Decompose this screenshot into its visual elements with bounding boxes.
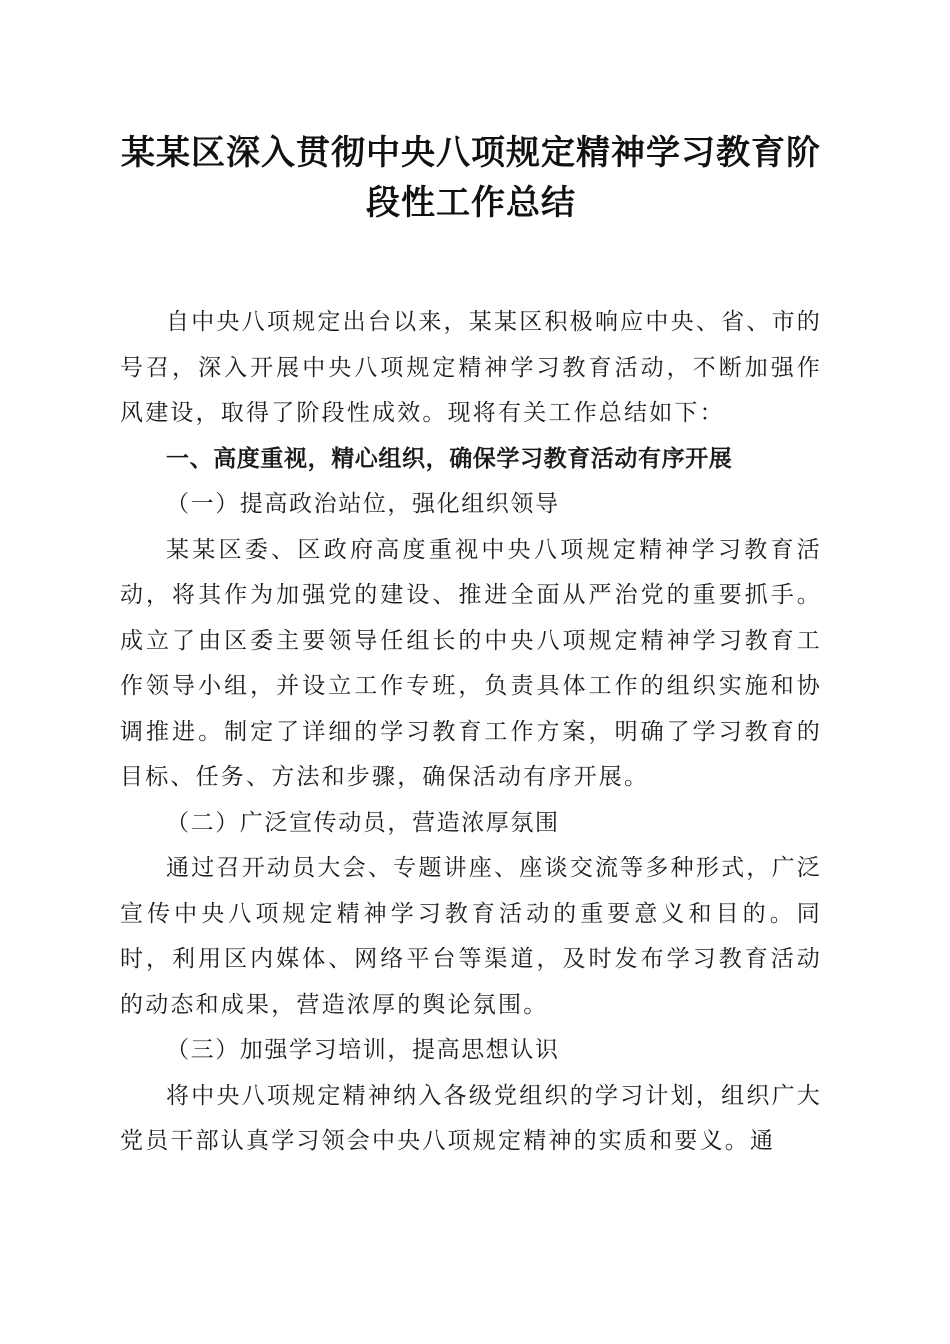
subsection-3-heading: （三）加强学习培训，提高思想认识	[166, 1037, 560, 1063]
document-title	[120, 128, 822, 228]
intro-paragraph: 自中央八项规定出台以来，某某区积极响应中央、省、市的号召，深入开展中央八项规定精神学习教育活动，不断加强作风建设，取得了阶段性成效。现将有关工作总结如下：	[120, 309, 822, 426]
subsection-3-paragraph: 将中央八项规定精神纳入各级党组织的学习计划，组织广大党员干部认真学习领会中央八项规定精神的实质和要义。通	[120, 1082, 822, 1154]
subsection-2-paragraph: 通过召开动员大会、专题讲座、座谈交流等多种形式，广泛宣传中央八项规定精神学习教育活动的重要意义和目的。同时，利用区内媒体、网络平台等渠道，及时发布学习教育活动的动态和成果，营造浓厚的舆论氛围。	[120, 855, 822, 1018]
subsection-1-paragraph: 某某区委、区政府高度重视中央八项规定精神学习教育活动，将其作为加强党的建设、推进全面从严治党的重要抓手。成立了由区委主要领导任组长的中央八项规定精神学习教育工作领导小组，并设立工作专班，负责具体工作的组织实施和协调推进。制定了详细的学习教育工作方案，明确了学习教育的目标、任务、方法和步骤，确保活动有序开展。	[120, 536, 822, 790]
document-page	[120, 128, 822, 1165]
subsection-1-heading: （一）提高政治站位，强化组织领导	[166, 491, 560, 517]
title-line-1: 某某区深入贯彻中央八项规定精神学习教育阶	[121, 133, 821, 173]
subsection-2-heading: （二）广泛宣传动员，营造浓厚氛围	[166, 809, 560, 836]
section-1-heading: 一、高度重视，精心组织，确保学习教育活动有序开展	[166, 445, 733, 472]
document-body	[120, 300, 822, 1165]
title-line-2: 段性工作总结	[366, 183, 576, 223]
